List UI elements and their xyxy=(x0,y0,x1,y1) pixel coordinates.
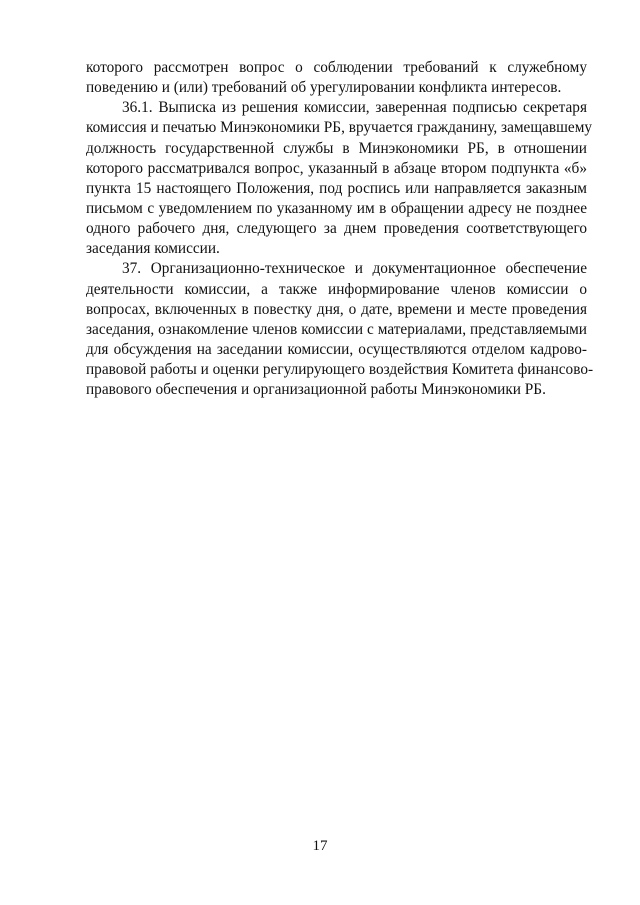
text-line: должность государственной службы в Минэкономики РБ, в отношении xyxy=(86,139,587,157)
text-line: заседания комиссии. xyxy=(86,240,220,258)
text-line: 36.1. Выписка из решения комиссии, заверенная подписью секретаря xyxy=(122,99,587,117)
text-line: поведению и (или) требований об урегулировании конфликта интересов. xyxy=(86,79,562,97)
paragraph-36-1 xyxy=(86,98,593,259)
text-line: для обсуждения на заседании комиссии, осуществляются отделом кадрово- xyxy=(86,340,587,358)
text-line: письмом с уведомлением по указанному им в обращении адресу не позднее xyxy=(86,199,587,217)
text-line: заседания, ознакомление членов комиссии с материалами, представляемыми xyxy=(86,320,587,338)
text-line: правовой работы и оценки регулирующего воздействия Комитета финансово- xyxy=(86,361,594,379)
paragraph-continuation xyxy=(86,58,587,98)
text-line: комиссия и печатью Минэкономики РБ, вручается гражданину, замещавшему xyxy=(86,119,593,137)
text-line: пункта 15 настоящего Положения, под роспись или направляется заказным xyxy=(86,179,587,197)
text-line: вопросах, включенных в повестку дня, о дате, времени и месте проведения xyxy=(86,300,587,318)
page-number: 17 xyxy=(312,838,328,854)
text-line: деятельности комиссии, а также информирование членов комиссии о xyxy=(86,280,587,298)
text-line: которого рассмотрен вопрос о соблюдении требований к служебному xyxy=(86,59,587,76)
document-body xyxy=(86,58,594,400)
text-line: правового обеспечения и организационной работы Минэкономики РБ. xyxy=(86,381,546,399)
text-line: 37. Организационно-техническое и документационное обеспечение xyxy=(122,260,587,278)
text-line: которого рассматривался вопрос, указанный в абзаце втором подпункта «б» xyxy=(86,159,587,177)
text-line: одного рабочего дня, следующего за днем проведения соответствующего xyxy=(86,220,587,238)
paragraph-37 xyxy=(86,259,594,400)
